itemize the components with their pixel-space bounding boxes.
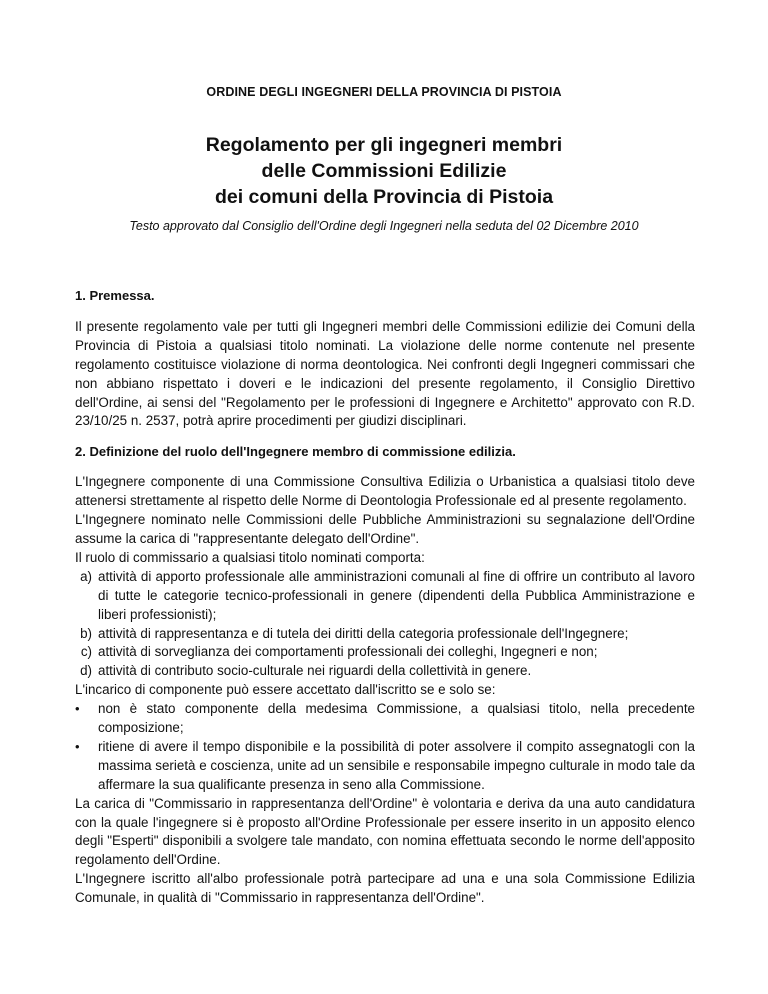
approval-note: Testo approvato dal Consiglio dell'Ordine degli Ingegneri nella seduta del 02 Dicembre 2010 bbox=[129, 219, 639, 233]
section-2-paragraph: L'Ingegnere iscritto all'albo professionale potrà partecipare ad una e una sola Commissione Edilizia Comunale, in qualità di "Commissario in rappresentanza dell'Ordine". bbox=[75, 871, 695, 906]
bullet-icon: • bbox=[75, 701, 80, 717]
organization-header: ORDINE DEGLI INGEGNERI DELLA PROVINCIA DI PISTOIA bbox=[206, 85, 562, 99]
section-2-paragraph: L'incarico di componente può essere accettato dall'iscritto se e solo se: bbox=[75, 682, 496, 698]
list-label: c) bbox=[80, 644, 92, 660]
list-text: attività di contributo socio-culturale nei riguardi della collettività in genere. bbox=[98, 663, 532, 679]
section-2-paragraph: Il ruolo di commissario a qualsiasi titolo nominati comporta: bbox=[75, 549, 425, 565]
section-2-paragraph: L'Ingegnere nominato nelle Commissioni delle Pubbliche Amministrazioni su segnalazione dell'Ordine assume la carica di "rappresentante delegato dell'Ordine". bbox=[75, 512, 695, 546]
list-text: attività di apporto professionale alle amministrazioni comunali al fine di offrire un contributo al lavoro di tutte le categorie tecnico-professionali in genere (dipendenti della Pubblica Amministrazione e liberi professionisti); bbox=[98, 568, 695, 622]
bullet-text: non è stato componente della medesima Commissione, a qualsiasi titolo, nella precedente composizione; bbox=[98, 701, 695, 736]
list-label: a) bbox=[80, 568, 92, 584]
section-1-paragraph: Il presente regolamento vale per tutti gli Ingegneri membri delle Commissioni edilizie dei Comuni della Provincia di Pistoia a qualsiasi titolo nominati. La violazione delle norme contenute nel presente regolamento costituisce violazione di norma deontologica. Nei confronti degli Ingegneri commissari che non abbiano rispettato i doveri e le indicazioni del presente regolamento, il Consiglio Direttivo dell'Ordine, ai sensi del "Regolamento per le professioni di Ingegnere e Architetto" approvato con R.D. 23/10/25 n. 2537, potrà aprire procedimenti per giudizi disciplinari. bbox=[75, 318, 695, 429]
section-1-heading: 1. Premessa. bbox=[75, 288, 155, 303]
list-item bbox=[75, 662, 695, 681]
list-item bbox=[75, 568, 695, 625]
list-item bbox=[75, 643, 695, 662]
section-2-paragraph: L'Ingegnere componente di una Commissione Consultiva Edilizia o Urbanistica a qualsiasi titolo deve attenersi strettamente al rispetto delle Norme di Deontologia Professionale ed al presente regolamento. bbox=[75, 474, 695, 509]
bullet-text: ritiene di avere il tempo disponibile e la possibilità di poter assolvere il compito assegnatogli con la massima serietà e coscienza, unite ad un sensibile e responsabile impegno culturale in modo tale da affermare la sua qualificante presenza in seno alla Commissione. bbox=[98, 738, 695, 792]
list-label: d) bbox=[80, 663, 92, 679]
document-body bbox=[75, 287, 695, 908]
list-text: attività di sorveglianza dei comportamenti professionali dei colleghi, Ingegneri e non; bbox=[98, 644, 598, 660]
title-line: delle Commissioni Edilizie bbox=[261, 160, 507, 182]
title-line: Regolamento per gli ingegneri membri bbox=[205, 134, 563, 156]
list-text: attività di rappresentanza e di tutela dei diritti della categoria professionale dell'Ingegnere; bbox=[98, 625, 629, 641]
title-line: dei comuni della Provincia di Pistoia bbox=[214, 186, 554, 208]
bullet-item bbox=[75, 738, 695, 795]
bullet-item bbox=[75, 700, 695, 738]
bullet-icon: • bbox=[75, 738, 80, 754]
section-2-paragraph: La carica di "Commissario in rappresentanza dell'Ordine" è volontaria e deriva da una auto candidatura con la quale l'ingegnere si è proposto all'Ordine Professionale per essere inserito in un apposito elenco degli "Esperti" disponibili a svolgere tale mandato, con nomina effettuata secondo le norme dell'apposito regolamento dell'Ordine. bbox=[75, 795, 695, 868]
section-2-heading: 2. Definizione del ruolo dell'Ingegnere membro di commissione edilizia. bbox=[75, 444, 516, 460]
document-title bbox=[0, 132, 768, 210]
list-item bbox=[75, 625, 695, 644]
list-label: b) bbox=[80, 625, 92, 641]
